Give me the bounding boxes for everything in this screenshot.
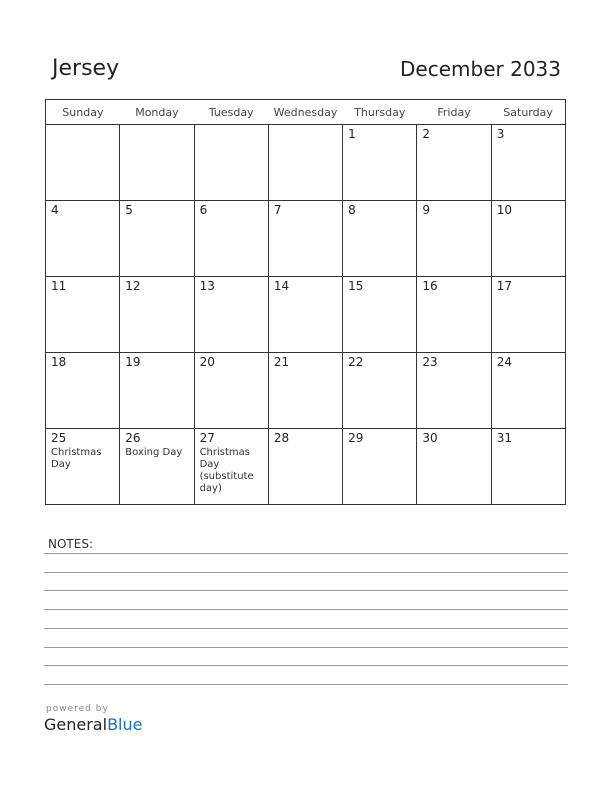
day-number: 27 (199, 431, 215, 445)
brand-general: General (44, 715, 108, 734)
day-cell (417, 429, 491, 505)
day-number: 4 (51, 203, 59, 217)
day-number: 3 (496, 127, 505, 141)
notes-line (44, 553, 568, 554)
day-cell (491, 353, 565, 429)
day-cell (46, 125, 120, 201)
weekday-friday: Friday (417, 100, 491, 125)
day-cell (46, 353, 120, 429)
day-number: 29 (348, 431, 364, 445)
notes-line (44, 684, 568, 685)
day-number: 9 (422, 203, 431, 217)
weekday-sunday: Sunday (46, 100, 120, 125)
day-number: 26 (125, 431, 141, 445)
day-cell (343, 201, 417, 277)
day-number: 12 (125, 279, 141, 293)
brand-name (44, 715, 142, 734)
day-cell (343, 125, 417, 201)
day-cell (268, 277, 342, 353)
day-number: 21 (273, 355, 290, 369)
day-number: 28 (273, 431, 290, 445)
day-cell (491, 125, 565, 201)
day-cell (268, 353, 342, 429)
day-cell (120, 277, 194, 353)
generalblue-logo (44, 704, 142, 734)
week-row (46, 201, 566, 277)
day-number: 16 (422, 279, 438, 293)
day-cell (491, 277, 565, 353)
notes-line (44, 609, 568, 610)
week-row (46, 125, 566, 201)
day-cell (120, 353, 194, 429)
day-cell (120, 125, 194, 201)
day-number: 15 (348, 279, 364, 293)
day-number: 24 (496, 355, 512, 369)
day-number: 2 (422, 127, 431, 141)
notes-line (44, 572, 568, 573)
day-cell (343, 277, 417, 353)
day-cell (417, 201, 491, 277)
day-number: 1 (348, 127, 356, 141)
day-cell (194, 277, 268, 353)
notes-line (44, 628, 568, 629)
holiday-label: Christmas Day (substitute day) (199, 447, 254, 494)
day-number: 17 (496, 279, 512, 293)
day-number: 30 (422, 431, 438, 445)
day-number: 22 (348, 355, 364, 369)
calendar-grid (45, 99, 566, 505)
day-cell (46, 429, 120, 505)
day-cell (491, 201, 565, 277)
week-row (46, 429, 566, 505)
day-cell (417, 125, 491, 201)
day-cell (46, 277, 120, 353)
day-cell (343, 353, 417, 429)
day-number: 23 (422, 355, 438, 369)
day-cell (120, 429, 194, 505)
weekday-thursday: Thursday (343, 100, 417, 125)
day-number: 14 (273, 279, 290, 293)
day-cell (343, 429, 417, 505)
notes-line (44, 590, 568, 591)
week-row (46, 353, 566, 429)
day-number: 6 (199, 203, 208, 217)
day-number: 8 (348, 203, 356, 217)
day-number: 25 (51, 431, 67, 445)
day-cell (417, 353, 491, 429)
powered-by-text: powered by (46, 704, 109, 714)
day-cell (491, 429, 565, 505)
day-number: 11 (51, 279, 67, 293)
region-title: Jersey (52, 56, 120, 81)
weekday-header-row (46, 100, 566, 125)
day-number: 19 (125, 355, 141, 369)
brand-blue: Blue (107, 715, 143, 734)
day-number: 7 (273, 203, 282, 217)
day-cell (268, 429, 342, 505)
day-cell (194, 201, 268, 277)
day-cell (46, 201, 120, 277)
weekday-monday: Monday (120, 100, 194, 125)
notes-line (44, 665, 568, 666)
week-row (46, 277, 566, 353)
day-cell (194, 429, 268, 505)
day-cell (268, 125, 342, 201)
weekday-wednesday: Wednesday (268, 100, 342, 125)
weekday-saturday: Saturday (491, 100, 565, 125)
day-number: 5 (125, 203, 133, 217)
notes-line (44, 647, 568, 648)
day-cell (268, 201, 342, 277)
day-cell (194, 125, 268, 201)
day-number: 10 (496, 203, 512, 217)
holiday-label: Christmas Day (51, 447, 102, 470)
day-cell (120, 201, 194, 277)
weekday-tuesday: Tuesday (194, 100, 268, 125)
day-cell (194, 353, 268, 429)
holiday-label: Boxing Day (125, 447, 183, 458)
notes-label: NOTES: (48, 537, 93, 551)
day-number: 31 (496, 431, 512, 445)
day-number: 13 (199, 279, 215, 293)
day-number: 20 (199, 355, 215, 369)
day-cell (417, 277, 491, 353)
day-number: 18 (51, 355, 67, 369)
month-year-title: December 2033 (400, 57, 561, 81)
